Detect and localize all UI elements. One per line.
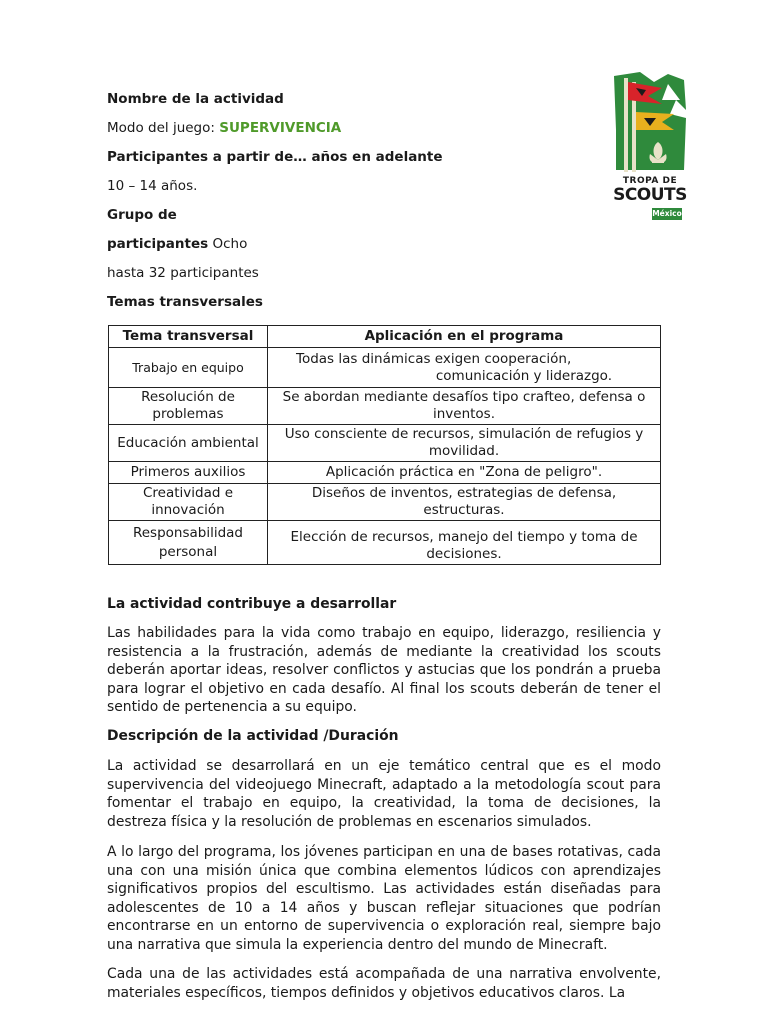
participants-age-value: 10 – 14 años. [107,178,198,194]
table-cell-application: Uso consciente de recursos, simulación de refugios y movilidad. [268,425,661,462]
logo-text-line2: SCOUTS [613,185,687,205]
group-label-2: participantes [107,236,209,252]
table-cell-theme: Educación ambiental [109,425,268,462]
group-line-2 [107,235,247,253]
description-p3: Cada una de las actividades está acompañada de una narrativa envolvente, materiales específicos, tiempos definidos y objetivos educativos claros. La [107,966,661,1001]
table-row [109,484,661,521]
description-p1: La actividad se desarrollará en un eje temático central que es el modo supervivencia del videojuego Minecraft, adaptado a la metodología scout para fomentar el trabajo en equipo, la creatividad, la toma de decisiones, la destreza física y la resolución de problemas en escenarios simulados. [107,758,661,830]
group-value-1: Ocho [208,236,248,252]
table-cell-theme: Primeros auxilios [109,462,268,484]
group-label-1: Grupo de [107,207,177,223]
table-cell-theme: Responsabilidad personal [109,521,268,565]
develop-title: La actividad contribuye a desarrollar [107,596,397,612]
table-cell-application: Elección de recursos, manejo del tiempo y toma de decisiones. [268,521,661,565]
logo-text-line3: México [652,209,682,218]
table-header-theme: Tema transversal [109,326,268,348]
table-cell-application: Aplicación práctica en "Zona de peligro". [268,462,661,484]
table-cell-application-line2: comunicación y liderazgo. [435,367,612,384]
logo-text-line1: TROPA DE [622,176,678,186]
table-cell-theme: Trabajo en equipo [109,348,268,388]
table-row [109,462,661,484]
table-cell-application-line1: Todas las dinámicas exigen cooperación, [296,350,572,367]
participants-age-label: Participantes a partir de… años en adelante [107,149,443,165]
table-header-row [109,326,661,348]
table-row [109,388,661,425]
themes-label: Temas transversales [107,294,263,310]
group-value-2: hasta 32 participantes [107,265,259,281]
scouts-logo [610,70,690,226]
activity-name-label: Nombre de la actividad [107,91,284,107]
themes-table [108,325,661,565]
description-title: Descripción de la actividad /Duración [107,728,399,744]
table-cell-theme: Resolución de problemas [109,388,268,425]
table-row [109,348,661,388]
table-header-application: Aplicación en el programa [268,326,661,348]
game-mode-value: SUPERVIVENCIA [219,120,342,136]
table-cell-theme: Creatividad e innovación [109,484,268,521]
develop-body: Las habilidades para la vida como trabajo en equipo, liderazgo, resiliencia y resistencia a la frustración, además de mediante la creatividad los scouts deberán aportar ideas, resolver conflictos y astucias que los pondrán a prueba para lograr el objetivo en cada desafío. Al final los scouts deberán de tener el sentido de pertenencia a su equipo. [107,625,661,716]
table-cell-application [268,348,661,388]
table-cell-application: Se abordan mediante desafíos tipo crafteo, defensa o inventos. [268,388,661,425]
table-cell-application: Diseños de inventos, estrategias de defensa, estructuras. [268,484,661,521]
game-mode-line [107,119,341,137]
game-mode-label: Modo del juego: [107,120,220,136]
table-row [109,425,661,462]
description-p2: A lo largo del programa, los jóvenes participan en una de bases rotativas, cada una con una misión única que combina elementos lúdicos con aprendizajes significativos propios del escultismo. Las actividades están diseñadas para adolescentes de 10 a 14 años y buscan reflejar situaciones que podrían encontrarse en un entorno de supervivencia o exploración real, siempre bajo una narrativa que simula la experiencia dentro del mundo de Minecraft. [107,844,661,953]
table-row [109,521,661,565]
